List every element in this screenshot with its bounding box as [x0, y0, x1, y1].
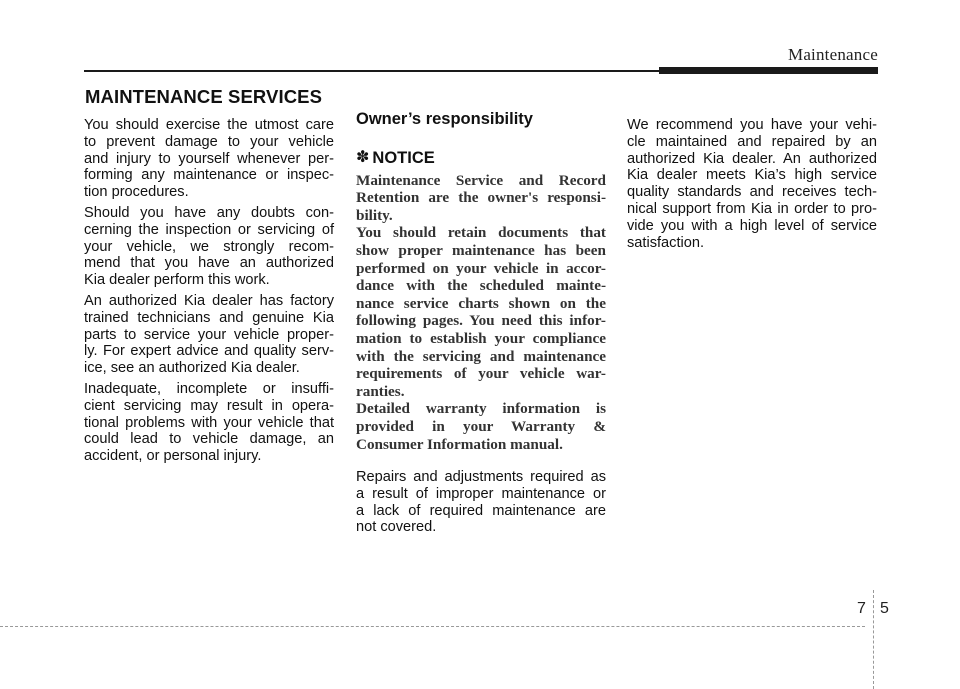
notice-line: provided in your Warranty & [356, 417, 606, 435]
text-line: ice, see an authorized Kia dealer. [84, 360, 300, 377]
text-line: We recommend you have your vehi- [627, 117, 877, 133]
footer-dashed-rule [0, 626, 865, 627]
text-line: a result of improper maintenance or [356, 485, 606, 502]
text-line: You should exercise the utmost care [84, 117, 334, 133]
notice-star-icon: ✽ [356, 148, 370, 166]
text-line: Kia dealer perform this work. [84, 272, 270, 289]
text-line: to prevent damage to your vehicle [84, 133, 334, 150]
col1-paragraph-3 [84, 293, 334, 377]
text-line: your vehicle, we strongly recom- [84, 238, 334, 255]
column-3 [627, 117, 877, 255]
text-line: vide you with a high level of service [627, 217, 877, 234]
text-line: a lack of required maintenance are [356, 502, 606, 519]
text-line: cle maintained and repaired by an [627, 133, 877, 150]
notice-line: performed on your vehicle in accor- [356, 259, 606, 277]
text-line: accident, or personal injury. [84, 448, 262, 465]
text-line: satisfaction. [627, 234, 705, 251]
owner-responsibility-heading: Owner’s responsibility [356, 110, 533, 128]
text-line: quality standards and receives tech- [627, 184, 877, 201]
notice-body [356, 172, 606, 454]
notice-line: following pages. You need this infor- [356, 312, 606, 330]
notice-line: You should retain documents that [356, 224, 606, 242]
header-rule-thin [84, 70, 659, 72]
notice-line: Maintenance Service and Record [356, 171, 606, 189]
text-line: Repairs and adjustments required as [356, 469, 606, 486]
column-2 [356, 111, 606, 540]
text-line: Kia dealer meets Kia’s high service [627, 167, 877, 184]
text-line: tion procedures. [84, 184, 189, 201]
notice-heading [356, 150, 606, 167]
notice-line: requirements of your vehicle war- [356, 365, 606, 383]
text-line: tional problems with your vehicle that [84, 414, 334, 431]
column-1 [84, 117, 334, 469]
text-line: An authorized Kia dealer has factory [84, 292, 334, 309]
chapter-header-title: Maintenance [788, 45, 878, 64]
text-line: cerning the inspection or servicing of [84, 221, 334, 238]
text-line: ly. For expert advice and quality serv- [84, 343, 334, 360]
notice-line: show proper maintenance has been [356, 241, 606, 259]
text-line: not covered. [356, 519, 437, 536]
text-line: parts to service your vehicle proper- [84, 326, 334, 343]
notice-line: bility. [356, 206, 393, 224]
section-title: MAINTENANCE SERVICES [85, 86, 323, 107]
header-rule-thick [659, 67, 878, 74]
col1-paragraph-1 [84, 117, 334, 201]
col1-paragraph-2 [84, 205, 334, 289]
col1-paragraph-4 [84, 381, 334, 465]
text-line: authorized Kia dealer. An authorized [627, 150, 877, 167]
text-line: forming any maintenance or inspec- [84, 167, 334, 184]
text-line: could lead to vehicle damage, an [84, 431, 334, 448]
col3-paragraph [627, 117, 877, 251]
chapter-number: 7 [857, 600, 866, 617]
text-line: trained technicians and genuine Kia [84, 309, 334, 326]
notice-line: dance with the scheduled mainte- [356, 277, 606, 295]
text-line: cient servicing may result in opera- [84, 397, 334, 414]
notice-line: with the servicing and maintenance [356, 347, 606, 365]
notice-line: mation to establish your compliance [356, 329, 606, 347]
text-line: Inadequate, incomplete or insuffi- [84, 380, 334, 397]
notice-line: ranties. [356, 382, 405, 400]
notice-line: Retention are the owner's responsi- [356, 189, 606, 207]
notice-line: Consumer Information manual. [356, 435, 563, 453]
text-line: nical support from Kia in order to pro- [627, 200, 877, 217]
text-line: and injury to yourself whenever per- [84, 150, 334, 167]
notice-line: nance service charts shown on the [356, 294, 606, 312]
notice-title: NOTICE [372, 148, 435, 167]
footer-dashed-divider [873, 590, 874, 689]
page-number: 5 [880, 600, 889, 617]
col2-paragraph [356, 469, 606, 536]
text-line: mend that you have an authorized [84, 255, 334, 272]
text-line: Should you have any doubts con- [84, 204, 334, 221]
notice-line: Detailed warranty information is [356, 400, 606, 418]
